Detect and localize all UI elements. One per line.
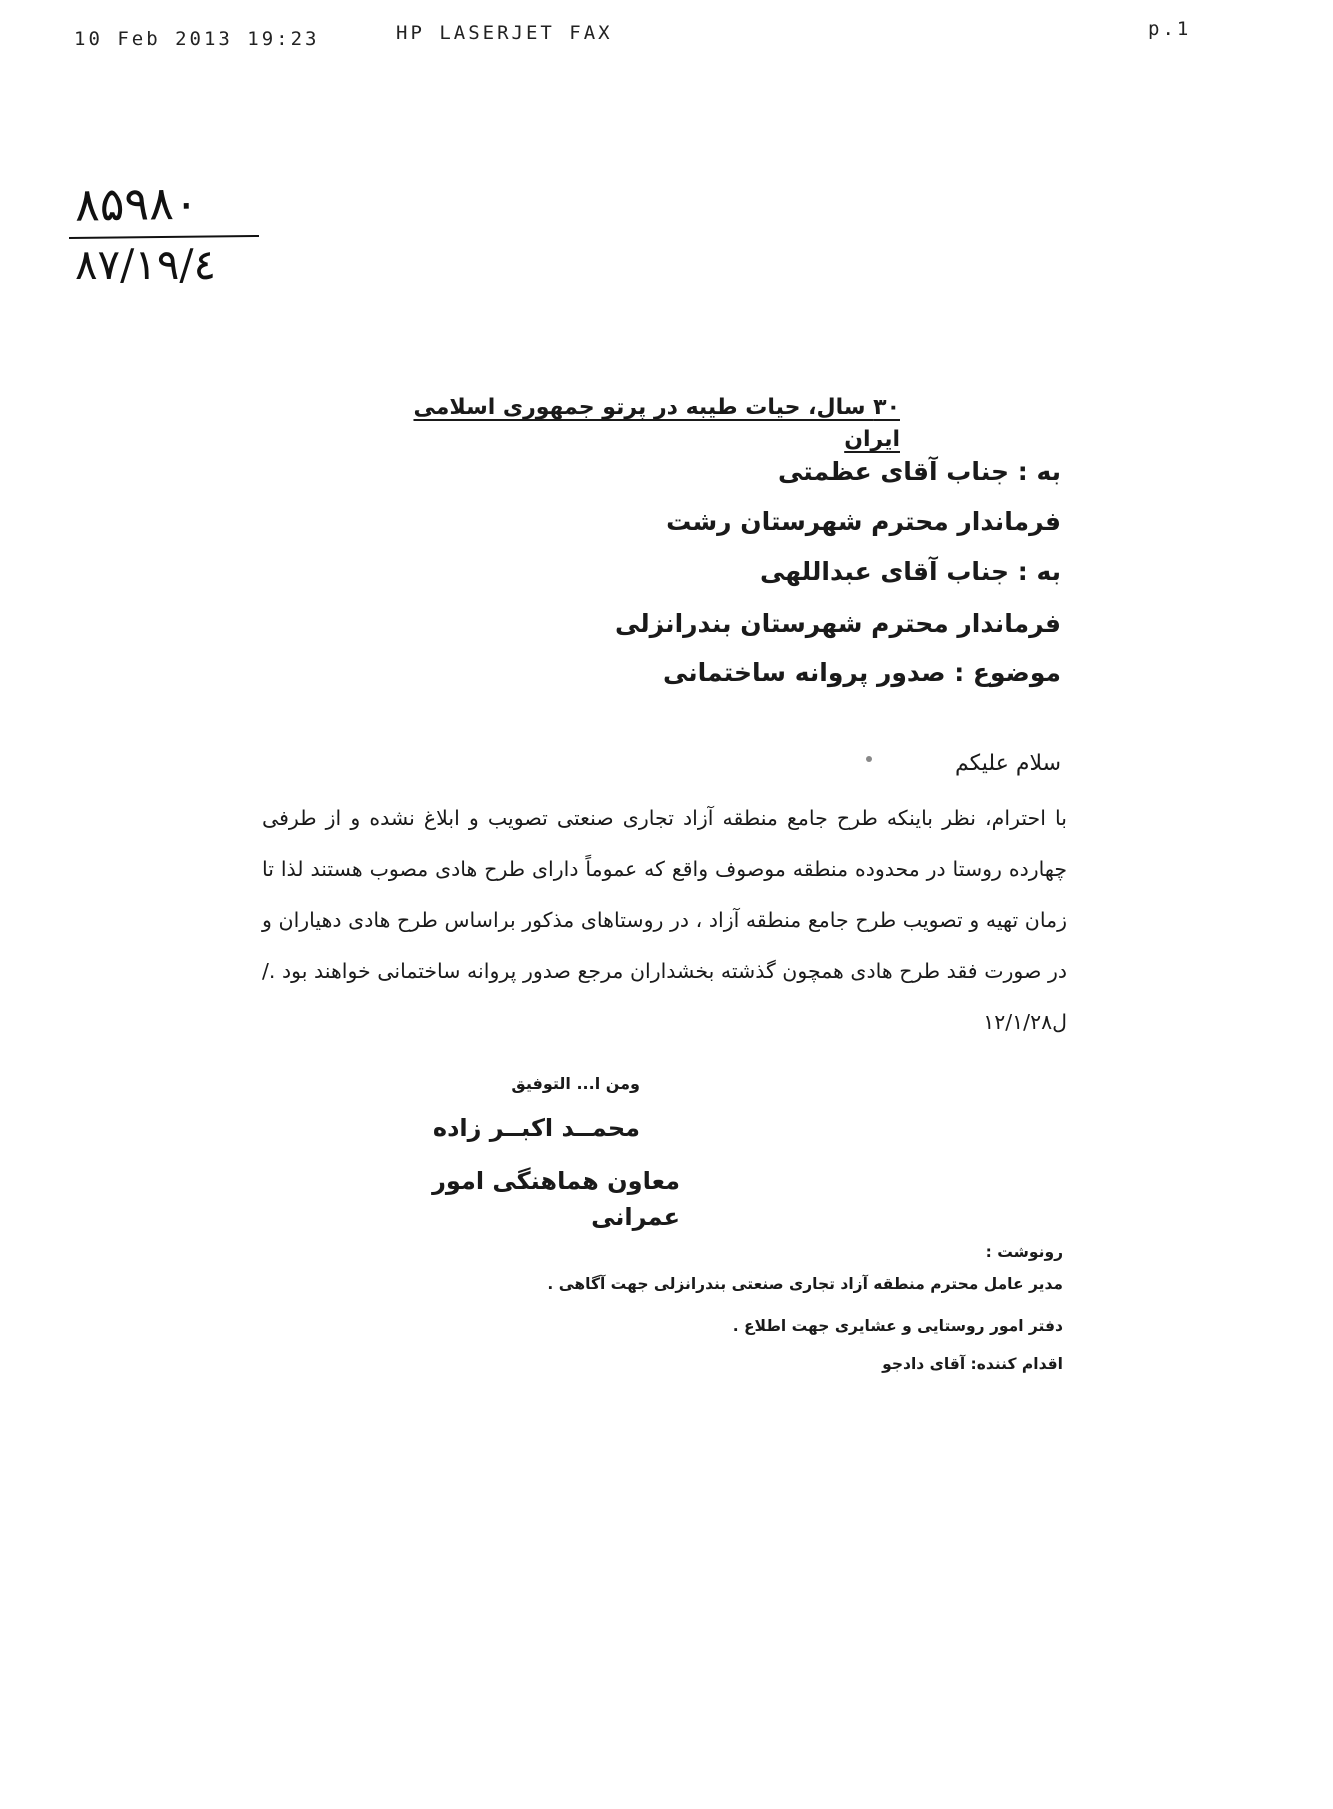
cc-label: رونوشت : — [985, 1243, 1063, 1261]
addressee-2-title: فرماندار محترم شهرستان بندرانزلی — [614, 609, 1061, 638]
addressee-1-title: فرماندار محترم شهرستان رشت — [666, 507, 1061, 536]
reference-number: ۸۵۹۸۰ — [74, 175, 199, 232]
fax-machine-name: HP LASERJET FAX — [396, 22, 613, 44]
fax-page-number: p.1 — [1148, 18, 1192, 40]
signer-name: محمــد اکبــر زاده — [432, 1114, 640, 1142]
cc-action-officer: اقدام کننده: آقای دادجو — [882, 1355, 1063, 1373]
letter-body: با احترام، نظر باینکه طرح جامع منطقه آزاد تجاری صنعتی تصویب و ابلاغ نشده و از طرفی چهارده روستا در محدوده منطقه موصوف واقع که عموماً دارای طرح هادی مصوب هستند لذا تا زمان تهیه و تصویب طرح جامع منطقه آزاد ، در روستاهای مذکور براساس طرح هادی دهیاران و در صورت فقد طرح هادی همچون گذشته بخشداران مرجع صدور پروانه ساختمانی خواهند بود ./ل۱۲/۱/۲۸ — [262, 806, 1067, 1034]
handwritten-reference — [74, 175, 275, 290]
addressee-1: به : جناب آقای عظمتی — [777, 457, 1061, 486]
addressee-2: به : جناب آقای عبداللهی — [759, 557, 1061, 586]
reference-date: ۸۷/۱۹/٤ — [75, 240, 217, 289]
fax-header — [0, 18, 1333, 52]
closing-phrase: ومن ا... التوفیق — [511, 1074, 640, 1093]
letter-subject: موضوع : صدور پروانه ساختمانی — [662, 658, 1061, 687]
letter-slogan: ۳۰ سال، حیات طیبه در پرتو جمهوری اسلامی ایران — [413, 395, 900, 452]
cc-recipient: دفتر امور روستایی و عشایری جهت اطلاع . — [732, 1317, 1063, 1335]
fax-date: 10 Feb 2013 19:23 — [74, 28, 320, 50]
reference-divider — [69, 235, 259, 239]
cc-recipient: مدیر عامل محترم منطقه آزاد تجاری صنعتی بندرانزلی جهت آگاهی . — [547, 1275, 1063, 1293]
signer-title: معاون هماهنگی امور عمرانی — [432, 1167, 680, 1231]
salutation: سلام علیکم — [954, 751, 1061, 776]
